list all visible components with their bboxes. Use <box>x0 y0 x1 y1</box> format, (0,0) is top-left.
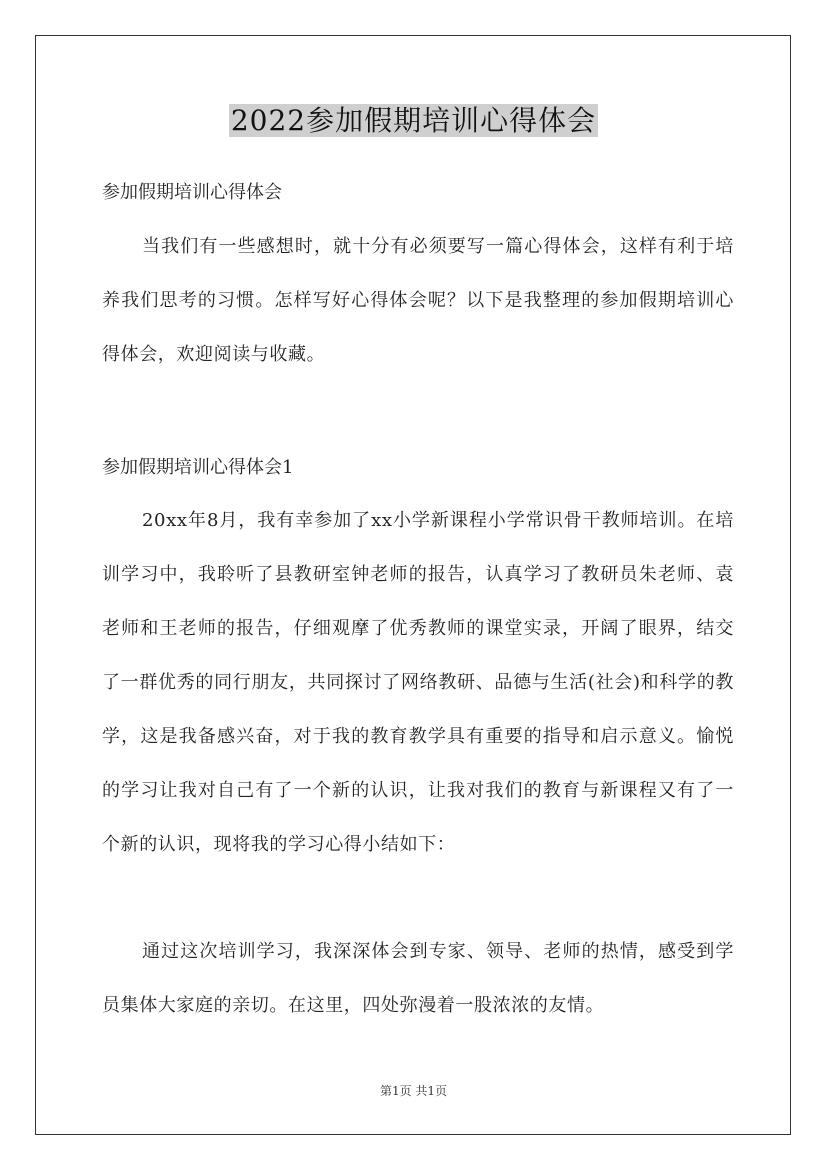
document-subtitle: 参加假期培训心得体会 <box>102 182 282 203</box>
section-heading: 参加假期培训心得体会1 <box>102 457 294 478</box>
intro-paragraph: 当我们有一些感想时，就十分有必须要写一篇心得体会，这样有利于培养我们思考的习惯。怎样写好心得体会呢？以下是我整理的参加假期培训心得体会，欢迎阅读与收藏。 <box>102 236 734 365</box>
document-title: 2022参加假期培训心得体会 <box>230 104 597 137</box>
page-footer: 第1页 共1页 <box>379 1084 448 1098</box>
body-paragraph: 通过这次培训学习，我深深体会到专家、领导、老师的热情，感受到学员集体大家庭的亲切。在这里，四处弥漫着一股浓浓的友情。 <box>102 941 734 1016</box>
document-title-wrap <box>0 100 827 142</box>
body-paragraph: 20xx年8月，我有幸参加了xx小学新课程小学常识骨干教师培训。在培训学习中，我聆听了县教研室钟老师的报告，认真学习了教研员朱老师、袁老师和王老师的报告，仔细观摩了优秀教师的课堂实录，开阔了眼界，结交了一群优秀的同行朋友，共同探讨了网络教研、品德与生活(社会)和科学的教学，这是我备感兴奋，对于我的教育教学具有重要的指导和启示意义。愉悦的学习让我对自己有了一个新的认识，让我对我们的教育与新课程又有了一个新的认识，现将我的学习心得小结如下： <box>102 510 734 855</box>
